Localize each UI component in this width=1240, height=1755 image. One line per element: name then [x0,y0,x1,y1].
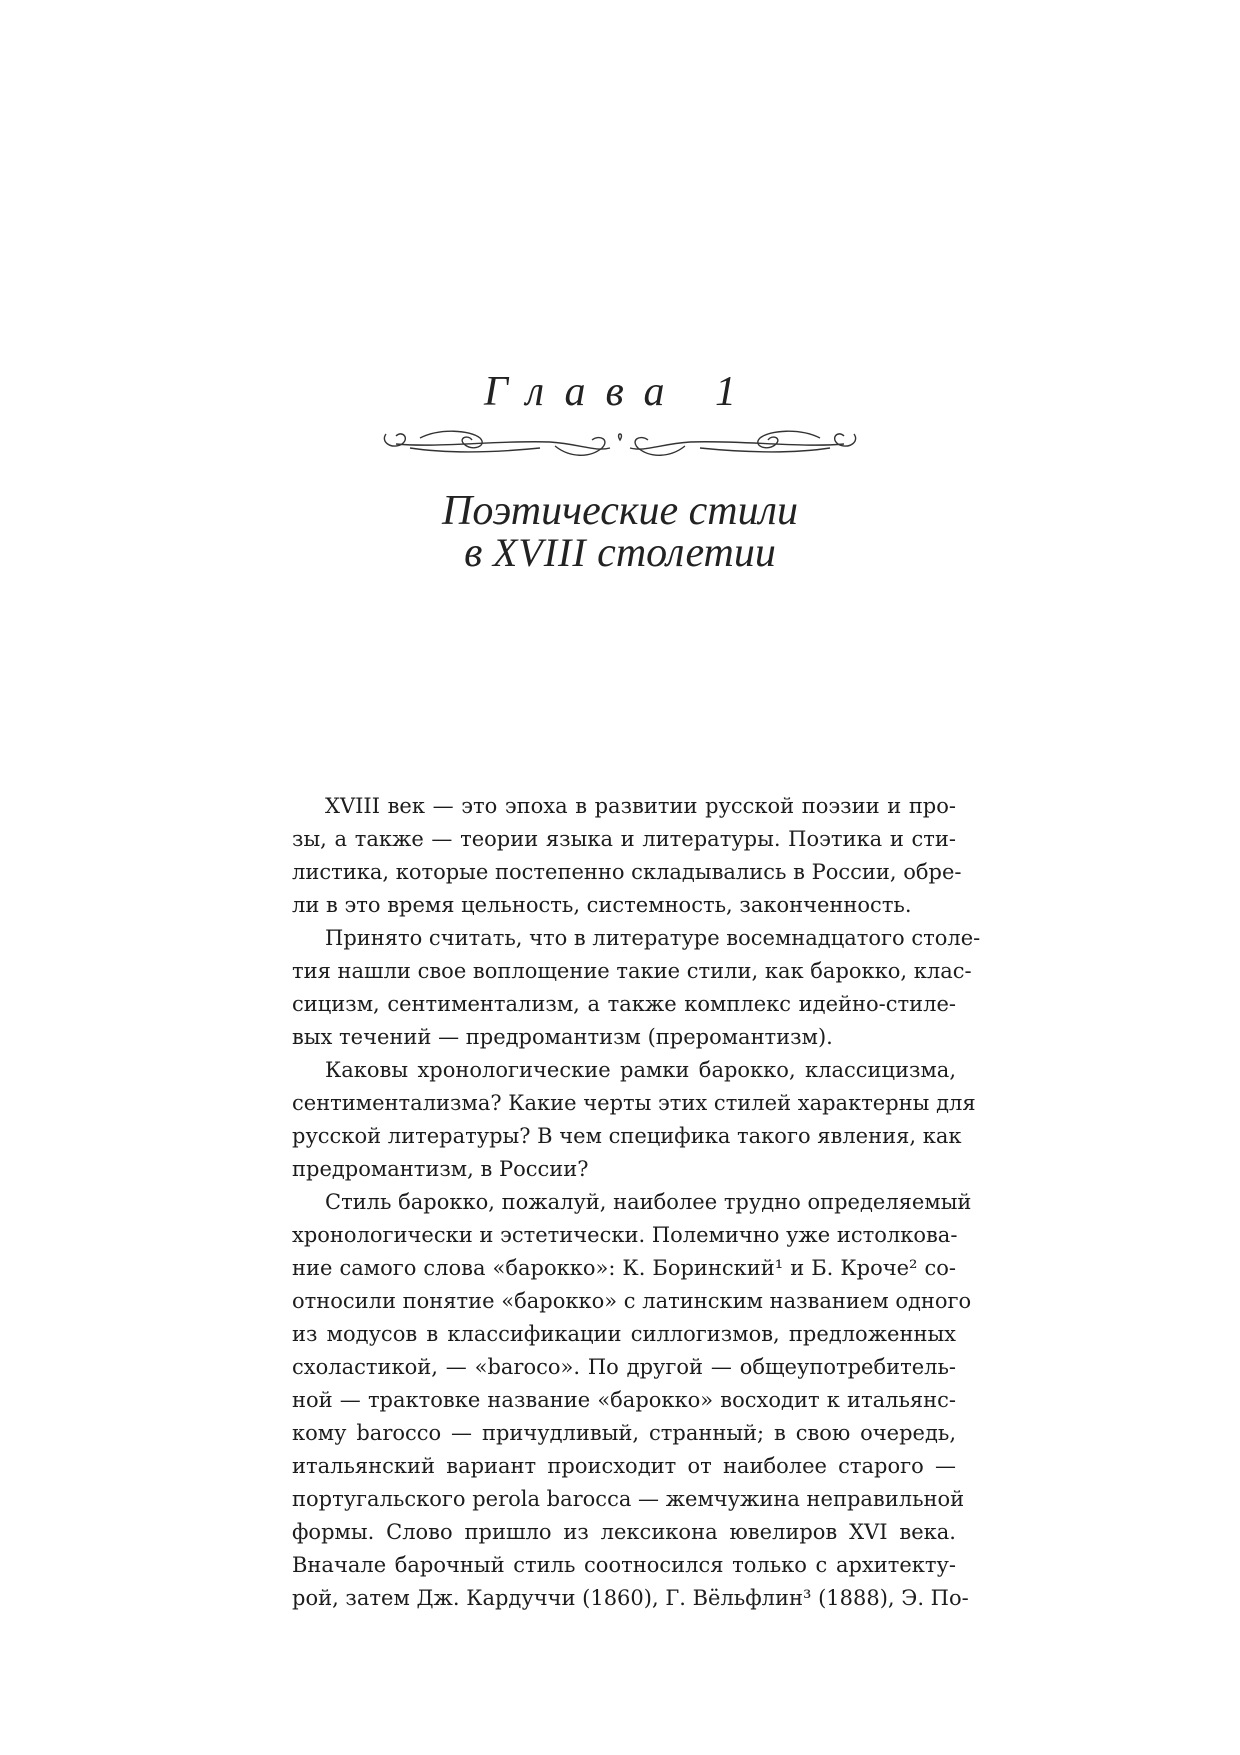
text-line: Вначале барочный стиль соотносился только с архитекту- [292,1553,956,1577]
text-line: относили понятие «барокко» с латинским названием одного [292,1289,972,1313]
ornament-divider [380,418,860,468]
text-line: кому barocco — причудливый, странный; в свою очередь, [292,1421,956,1445]
chapter-label: Глава 1 [484,369,756,415]
chapter-title-line-1: Поэтические стили [442,488,798,534]
text-line: русской литературы? В чем специфика такого явления, как [292,1124,962,1148]
text-line: ние самого слова «барокко»: К. Боринский¹ и Б. Кроче² со- [292,1256,956,1280]
title-roman-numeral: XVIII [492,530,587,575]
text-line: Стиль барокко, пожалуй, наиболее трудно определяемый [325,1190,972,1214]
body-text [292,790,981,1615]
text-line: хронологически и эстетически. Полемично уже истолкова- [292,1223,958,1247]
text-line: рой, затем Дж. Кардуччи (1860), Г. Вёльфлин³ (1888), Э. По- [292,1586,969,1610]
title-suffix: столетии [597,530,776,576]
title-prefix: в [464,530,483,576]
text-line: из модусов в классификации силлогизмов, предложенных [292,1322,956,1346]
text-line: Каковы хронологические рамки барокко, классицизма, [325,1058,956,1082]
chapter-title-line-2 [0,532,1240,574]
text-line: зы, а также — теории языка и литературы. Поэтика и сти- [292,827,956,851]
text-line: итальянский вариант происходит от наиболее старого — [292,1454,956,1478]
text-line: ной — трактовке название «барокко» восходит к итальянс- [292,1388,956,1412]
text-line: сентиментализма? Какие черты этих стилей характерны для [292,1091,976,1115]
text-line: португальского perola barocca — жемчужина неправильной [292,1487,965,1511]
text-line: Принято считать, что в литературе восемнадцатого столе- [325,926,981,950]
text-line: формы. Слово пришло из лексикона ювелиров XVI века. [292,1520,956,1544]
text-line: сицизм, сентиментализм, а также комплекс идейно-стиле- [292,992,956,1016]
text-line: листика, которые постепенно складывались в России, обре- [292,860,962,884]
text-line: тия нашли свое воплощение такие стили, как барокко, клас- [292,959,972,983]
text-line: схоластикой, — «barосо». По другой — общеупотребитель- [292,1355,956,1379]
text-line: вых течений — предромантизм (преромантизм). [292,1025,833,1049]
text-line: предромантизм, в России? [292,1157,589,1181]
text-line: ли в это время цельность, системность, законченность. [292,893,912,917]
text-line: XVIII век — это эпоха в развитии русской поэзии и про- [325,794,956,818]
